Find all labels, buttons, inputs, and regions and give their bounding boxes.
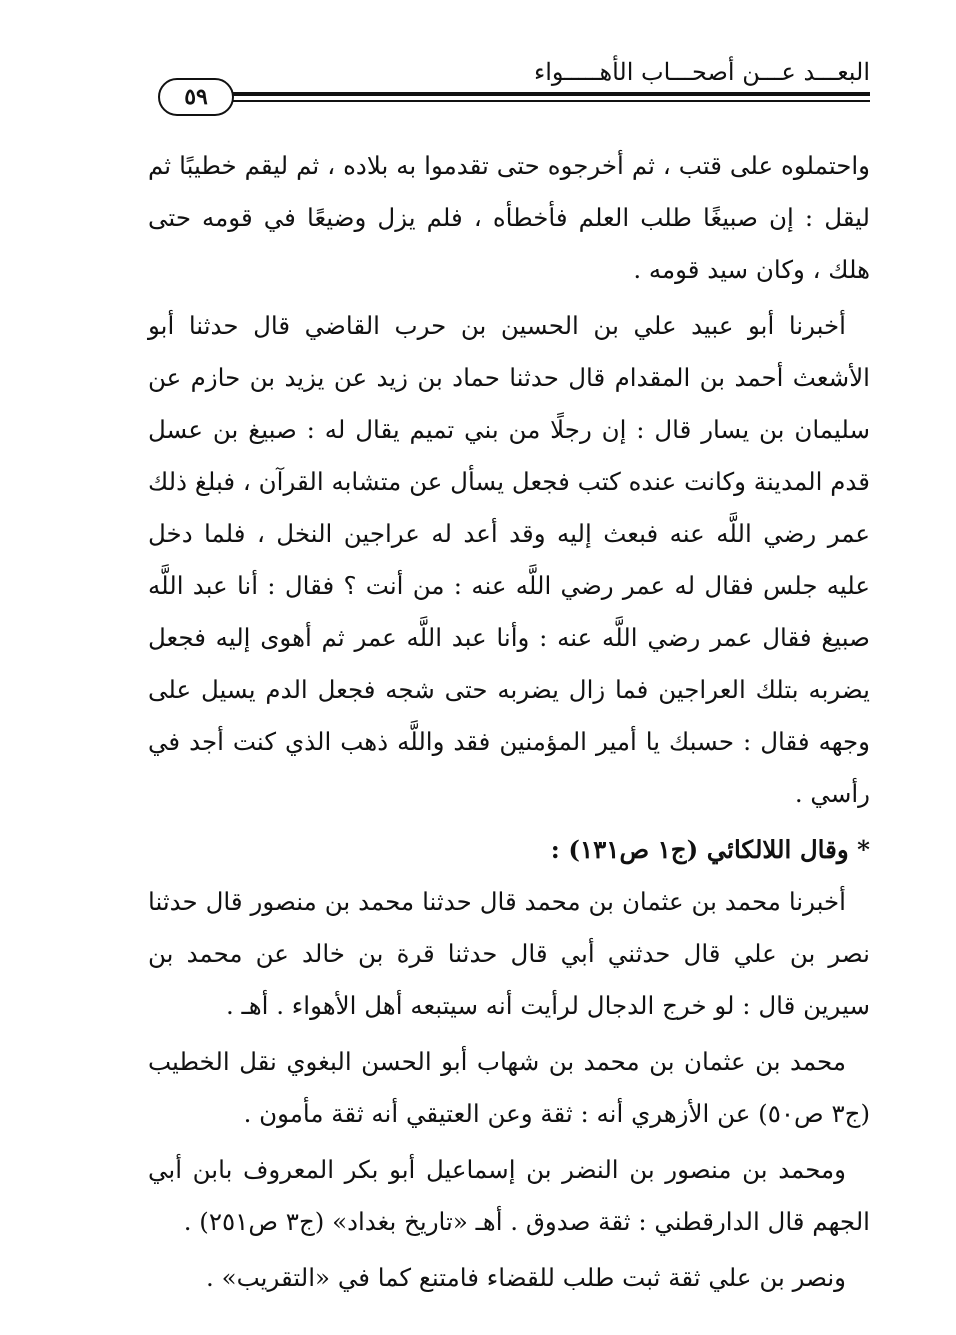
- paragraph-continuation: واحتملوه على قتب ، ثم أخرجوه حتى تقدموا به بلاده ، ثم ليقم خطيبًا ثم ليقل : إن صبيغًا طلب العلم فأخطأه ، فلم يزل وضيعًا في قومه حتى هلك ، وكان سيد قومه .: [148, 151, 870, 284]
- paragraph-narrator-nasr: ونصر بن علي ثقة ثبت طلب للقضاء فامتنع كما في «التقريب» .: [206, 1263, 846, 1292]
- header-rule-thick: [220, 92, 870, 96]
- paragraph-isnad-sabigh: أخبرنا أبو عبيد علي بن الحسين بن حرب القاضي قال حدثنا أبو الأشعث أحمد بن المقدام قال حدثنا حماد بن زيد عن يزيد بن حازم عن سليمان بن يسار قال : إن رجلًا من بني تميم يقال له : صبيغ بن عسل قدم المدينة وكانت عنده كتب فجعل يسأل عن متشابه القرآن ، فبلغ ذلك عمر رضي اللَّه عنه فبعث إليه وقد أعد له عراجين النخل ، فلما دخل عليه جلس فقال له عمر رضي اللَّه عنه : من أنت ؟ فقال : أنا عبد اللَّه صبيغ فقال عمر رضي اللَّه عنه : وأنا عبد اللَّه عمر ثم أهوى إليه فجعل يضربه بتلك العراجين فما زال يضربه حتى شجه فجعل الدم يسيل على وجهه فقال : حسبك يا أمير المؤمنين فقد واللَّه ذهب الذي كنت أجد في رأسي .: [148, 311, 870, 808]
- running-title: البعـــد عـــن أصحـــاب الأهـــــواء: [533, 58, 870, 86]
- paragraph-narrator-ibn-abi-jahm: ومحمد بن منصور بن النضر بن إسماعيل أبو بكر المعروف بابن أبي الجهم قال الدارقطني : ثقة صدوق . أهـ «تاريخ بغداد» (ج٣ ص٢٥١) .: [148, 1155, 870, 1236]
- paragraph-narrator-baghawi: محمد بن عثمان بن محمد بن شهاب أبو الحسن البغوي نقل الخطيب (ج٣ ص٥٠) عن الأزهري أنه : ثقة وعن العتيقي أنه ثقة مأمون .: [148, 1047, 870, 1128]
- page-header: [150, 52, 870, 122]
- section-heading-lalakai: * وقال اللالكائي (ج١ ص١٣١) :: [550, 835, 870, 864]
- header-rule-thin: [220, 100, 870, 102]
- page-number: ٥٩: [184, 84, 208, 110]
- page-number-badge: [158, 78, 234, 116]
- body-text: [148, 140, 870, 1308]
- paragraph-ibn-sirin: أخبرنا محمد بن عثمان بن محمد قال حدثنا محمد بن منصور قال حدثنا نصر بن علي قال حدثني أبي قال حدثنا قرة بن خالد عن محمد بن سيرين قال : لو خرج الدجال لرأيت أنه سيتبعه أهل الأهواء . أهـ .: [148, 887, 870, 1020]
